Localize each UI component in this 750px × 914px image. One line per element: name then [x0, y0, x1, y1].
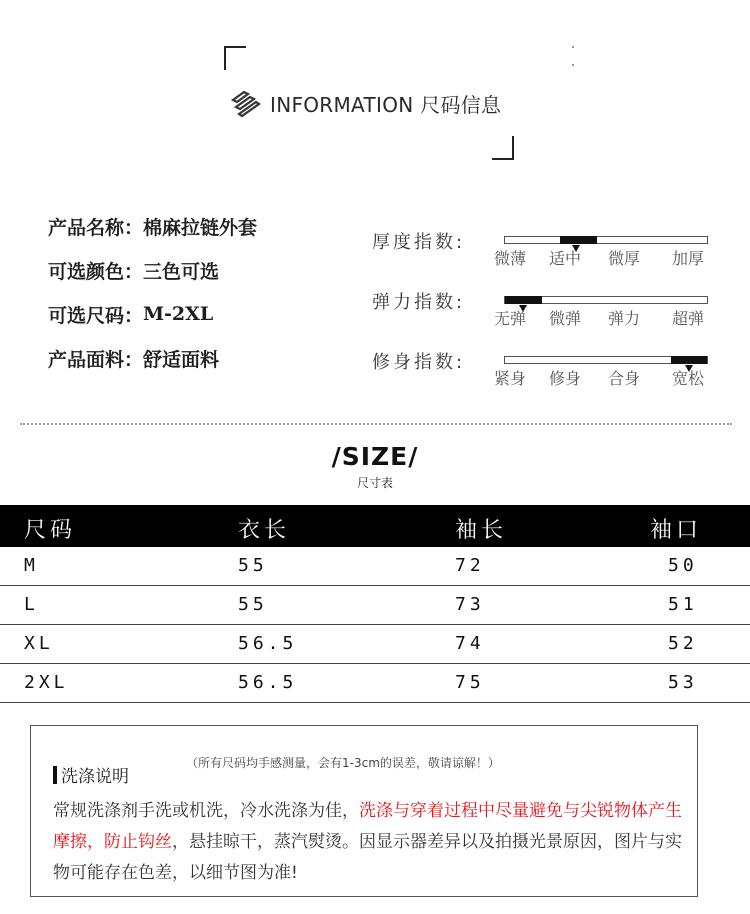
info-value: 棉麻拉链外套	[143, 216, 258, 239]
washing-text-part1: 常规洗涤剂手洗或机洗，冷水洗涤为佳，	[53, 801, 359, 821]
index-level: 适中	[549, 249, 582, 268]
decor-dot	[572, 64, 574, 66]
washing-note: （所有尺码均手感测量，会有1-3cm的误差，敬请谅解！）	[186, 756, 500, 770]
washing-title	[53, 762, 129, 787]
section-header	[230, 88, 501, 118]
size-heading: /SIZE/	[331, 442, 419, 471]
column-header: 尺码	[24, 518, 77, 543]
table-cell: 74	[455, 633, 485, 654]
table-cell: 53	[668, 672, 698, 693]
table-row	[0, 586, 750, 625]
index-track	[504, 356, 708, 364]
index-track	[504, 236, 708, 244]
info-value: 三色可选	[143, 260, 220, 283]
index-label: 厚度指数:	[372, 232, 466, 253]
decor-dot	[572, 46, 574, 48]
dotted-divider	[20, 423, 732, 425]
info-label: 可选颜色：	[48, 260, 144, 283]
index-level: 弹力	[608, 309, 641, 328]
index-level: 微薄	[494, 249, 527, 268]
info-label: 产品名称：	[48, 216, 144, 239]
index-level: 微弹	[549, 309, 582, 328]
info-row-size	[48, 292, 257, 336]
fit-index	[372, 348, 732, 408]
title-bar-icon	[53, 766, 57, 784]
index-fill	[505, 296, 542, 304]
index-fill	[560, 236, 597, 244]
table-cell: 55	[238, 555, 268, 576]
index-level: 加厚	[672, 249, 705, 268]
column-header: 袖长	[455, 518, 508, 543]
info-value: M-2XL	[143, 303, 214, 325]
thickness-index	[372, 228, 732, 288]
info-label: 产品面料：	[48, 348, 144, 371]
index-label: 修身指数:	[372, 352, 466, 373]
table-cell: 73	[455, 594, 485, 615]
table-cell: 56.5	[238, 633, 298, 654]
table-cell: 56.5	[238, 672, 298, 693]
table-cell: 52	[668, 633, 698, 654]
index-level: 微厚	[608, 249, 641, 268]
table-row	[0, 664, 750, 703]
table-row	[0, 625, 750, 664]
index-level: 宽松	[672, 369, 705, 388]
table-cell: 55	[238, 594, 268, 615]
table-cell: M	[24, 555, 39, 576]
info-label: 可选尺码：	[48, 304, 144, 327]
index-level: 紧身	[494, 369, 527, 388]
info-row-fabric	[48, 336, 257, 380]
column-header: 衣长	[238, 518, 291, 543]
info-value: 舒适面料	[143, 348, 220, 371]
size-subheading: 尺寸表	[356, 476, 393, 490]
washing-instructions-box	[30, 725, 698, 897]
washing-text-warning: 洗涤与穿着过程中尽量避免与尖锐物体产生摩擦，防止钩丝	[53, 801, 682, 852]
index-label: 弹力指数:	[372, 292, 466, 313]
corner-bracket-bottom-right	[492, 136, 514, 160]
table-cell: 2XL	[24, 672, 69, 693]
washing-text	[53, 796, 683, 889]
stripes-logo-icon	[230, 88, 262, 118]
corner-bracket-top-left	[224, 46, 246, 70]
info-row-color	[48, 248, 257, 292]
index-level: 合身	[608, 369, 641, 388]
washing-title-text: 洗涤说明	[61, 767, 129, 787]
index-fill	[671, 356, 707, 364]
column-header: 袖口	[650, 518, 703, 543]
table-cell: 51	[668, 594, 698, 615]
elasticity-index	[372, 288, 732, 348]
index-track	[504, 296, 708, 304]
table-header	[0, 505, 750, 547]
table-cell: XL	[24, 633, 54, 654]
table-cell: 75	[455, 672, 485, 693]
size-table	[0, 505, 750, 703]
table-row	[0, 547, 750, 586]
product-info	[48, 204, 257, 380]
index-level: 超弹	[672, 309, 705, 328]
info-row-name	[48, 204, 257, 248]
table-cell: 72	[455, 555, 485, 576]
table-cell: L	[24, 594, 39, 615]
washing-text-part2: ，悬挂晾干，蒸汽熨烫。因显示器差异以及拍摄光景原因，图片与实物可能存在色差，以细节图为准!	[53, 832, 682, 883]
index-level: 修身	[549, 369, 582, 388]
table-cell: 50	[668, 555, 698, 576]
header-title: INFORMATION 尺码信息	[270, 92, 502, 117]
index-level: 无弹	[494, 309, 527, 328]
